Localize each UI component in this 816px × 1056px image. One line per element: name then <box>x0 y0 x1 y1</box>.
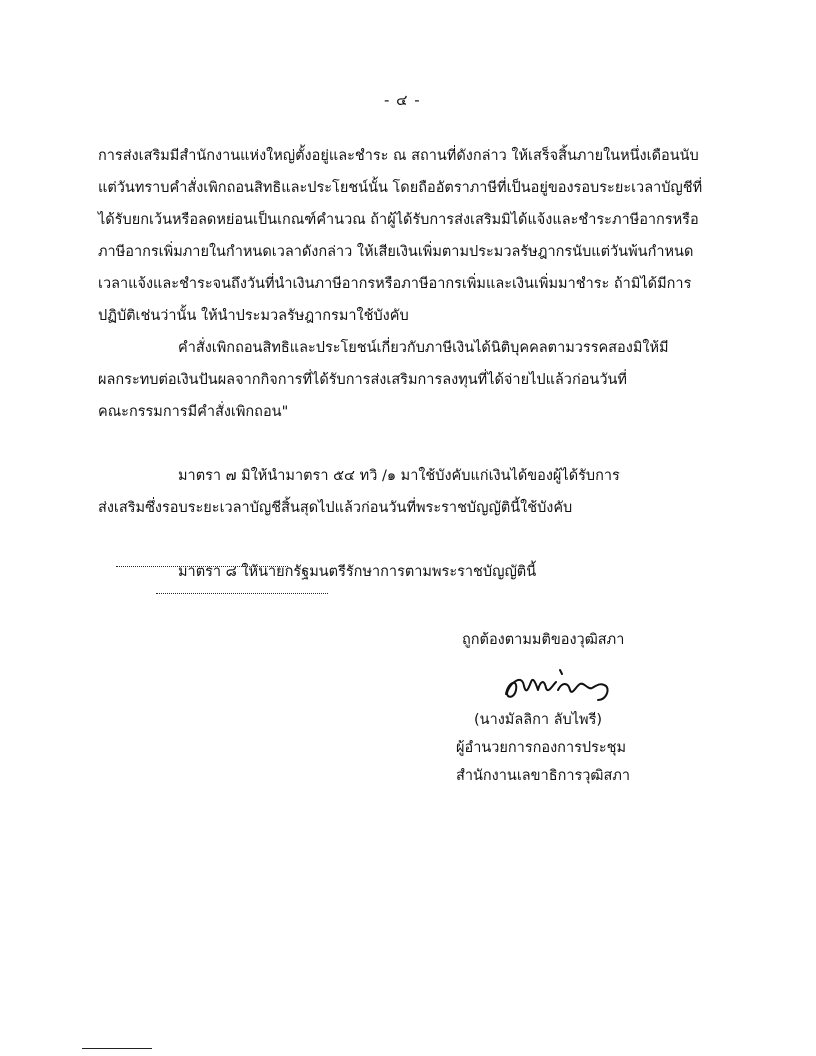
paragraph-line: ได้รับยกเว้นหรือลดหย่อนเป็นเกณฑ์คำนวณ ถ้าผู้ได้รับการส่งเสริมมิได้แจ้งและชำระภาษีอากรหรือ <box>98 212 699 228</box>
dotted-line <box>116 566 288 567</box>
handwritten-signature <box>498 660 618 706</box>
paragraph-line: ปฏิบัติเช่นว่านั้น ให้นำประมวลรัษฎากรมาใช้บังคับ <box>98 308 409 324</box>
paragraph-line: ผลกระทบต่อเงินปันผลจากกิจการที่ได้รับการส่งเสริมการลงทุนที่ได้จ่ายไปแล้วก่อนวันที่ <box>98 372 627 388</box>
paragraph-line: คำสั่งเพิกถอนสิทธิและประโยชน์เกี่ยวกับภาษีเงินได้นิติบุคคลตามวรรคสองมิให้มี <box>178 340 669 356</box>
signer-name: (นางมัลลิกา ลับไพรี) <box>474 712 603 728</box>
section-line: ส่งเสริมซึ่งรอบระยะเวลาบัญชีสิ้นสุดไปแล้วก่อนวันที่พระราชบัญญัตินี้ใช้บังคับ <box>98 500 573 516</box>
section-line: มาตรา ๗ มิให้นำมาตรา ๕๔ ทวิ /๑ มาใช้บังคับแก่เงินได้ของผู้ได้รับการ <box>178 468 620 484</box>
page-number: - ๔ - <box>384 91 421 109</box>
footnote-rule <box>82 1048 152 1049</box>
paragraph-line: คณะกรรมการมีคำสั่งเพิกถอน" <box>98 404 289 420</box>
section-line: มาตรา ๘ ให้นายกรัฐมนตรีรักษาการตามพระราชบัญญัตินี้ <box>178 564 537 580</box>
paragraph-line: ภาษีอากรเพิ่มภายในกำหนดเวลาดังกล่าว ให้เสียเงินเพิ่มตามประมวลรัษฎากรนับแต่วันพ้นกำหนด <box>98 244 694 260</box>
signer-title: ผู้อำนวยการกองการประชุม <box>456 740 627 756</box>
paragraph-line: เวลาแจ้งและชำระจนถึงวันที่นำเงินภาษีอากรหรือภาษีอากรเพิ่มและเงินเพิ่มมาชำระ ถ้ามิได้มีการ <box>98 276 692 292</box>
paragraph-line: การส่งเสริมมีสำนักงานแห่งใหญ่ตั้งอยู่และชำระ ณ สถานที่ดังกล่าว ให้เสร็จสิ้นภายในหนึ่งเดือนนับ <box>98 148 699 164</box>
certification-statement: ถูกต้องตามมติของวุฒิสภา <box>462 632 625 648</box>
dotted-line <box>156 593 328 594</box>
signer-office: สำนักงานเลขาธิการวุฒิสภา <box>456 768 631 784</box>
paragraph-line: แต่วันทราบคำสั่งเพิกถอนสิทธิและประโยชน์นั้น โดยถืออัตราภาษีที่เป็นอยู่ของรอบระยะเวลาบัญชีที่ <box>98 180 703 196</box>
